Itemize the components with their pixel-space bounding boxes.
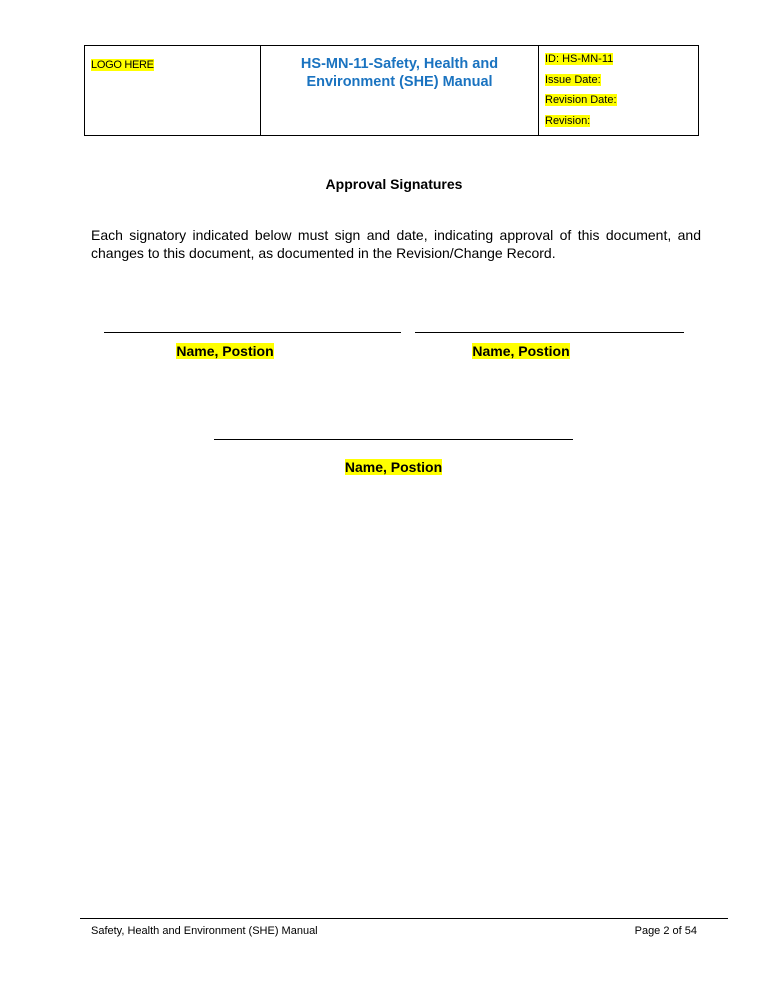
- signatory-name-2: Name, Postion: [472, 343, 570, 359]
- signatory-name-3: Name, Postion: [344, 459, 443, 475]
- signature-line-1: [104, 332, 401, 333]
- document-meta: [539, 46, 698, 135]
- signature-line-3: [214, 439, 573, 440]
- page-number: Page 2 of 54: [634, 925, 697, 937]
- footer-divider: [80, 918, 728, 919]
- title-line-1: HS-MN-11-Safety, Health and: [300, 56, 499, 72]
- title-line-2: Environment (SHE) Manual: [306, 74, 493, 90]
- doc-id: ID: HS-MN-11: [545, 53, 614, 65]
- signatory-name-1: Name, Postion: [176, 343, 274, 359]
- logo-cell: [85, 46, 261, 135]
- revision: Revision:: [545, 114, 591, 127]
- document-title: [261, 46, 539, 135]
- section-heading: Approval Signatures: [325, 176, 463, 192]
- header-table: [84, 45, 699, 136]
- signature-line-2: [415, 332, 684, 333]
- issue-date: Issue Date:: [545, 73, 601, 86]
- logo-placeholder: LOGO HERE: [91, 59, 154, 71]
- revision-date: Revision Date:: [545, 94, 617, 106]
- instructions-paragraph: Each signatory indicated below must sign and date, indicating approval of this document, and changes to this document, as documented in the Revision/Change Record.: [91, 227, 701, 261]
- footer-title: Safety, Health and Environment (SHE) Manual: [91, 925, 318, 937]
